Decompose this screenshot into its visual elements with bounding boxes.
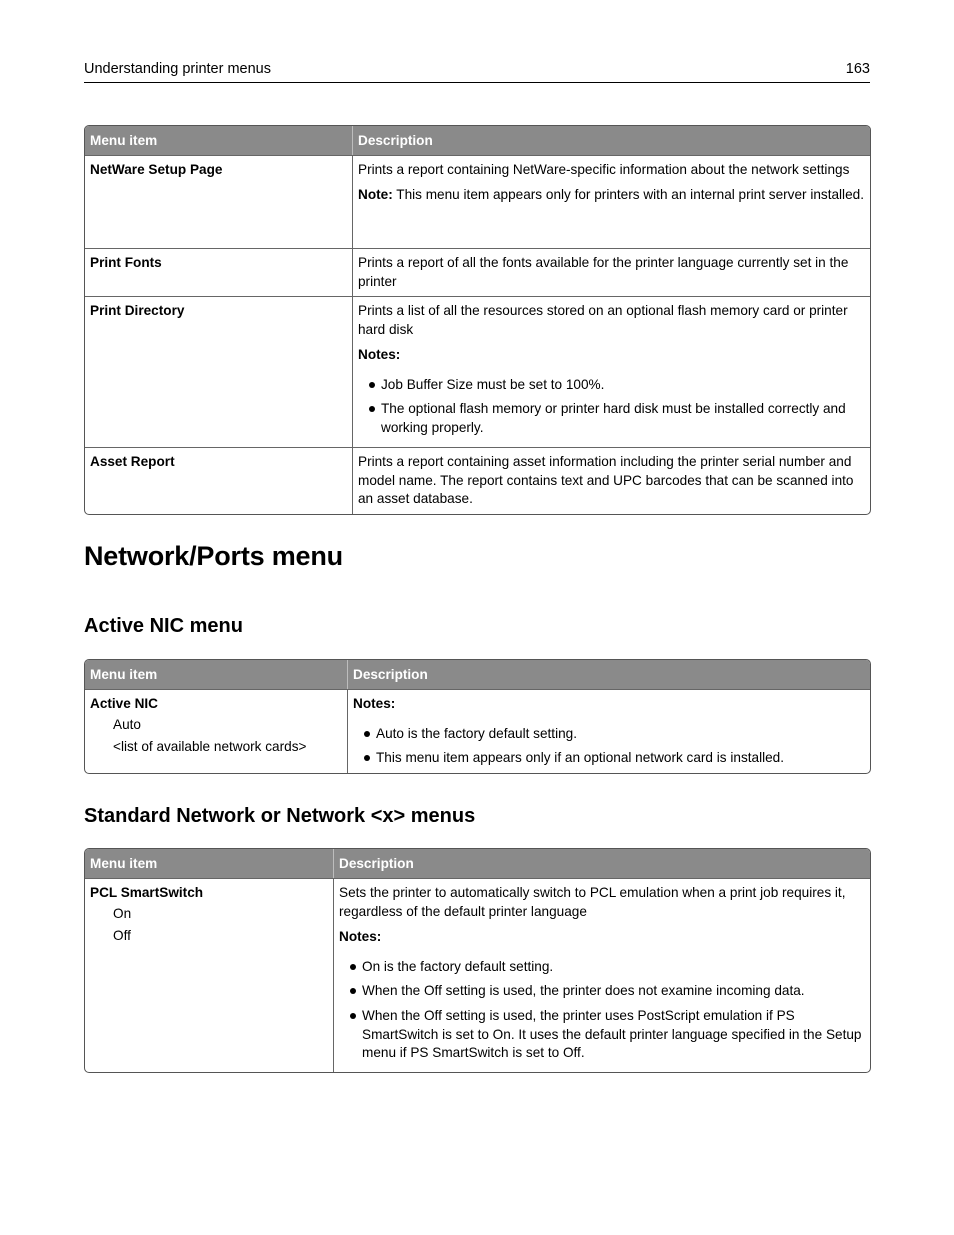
option-value: Auto bbox=[113, 716, 141, 732]
column-header-description: Description bbox=[339, 856, 414, 871]
note-text: This menu item appears only if an optional network card is installed. bbox=[376, 750, 785, 766]
note-text: On is the factory default setting. bbox=[362, 958, 554, 974]
notes-label: Notes: bbox=[339, 929, 382, 945]
list-item bbox=[339, 982, 865, 1001]
table-row bbox=[85, 155, 870, 248]
table-row bbox=[85, 447, 870, 514]
list-item bbox=[358, 400, 865, 437]
bullet-icon bbox=[350, 1013, 356, 1019]
notes-label: Notes: bbox=[353, 696, 396, 711]
note-text: When the Off setting is used, the printer does not examine incoming data. bbox=[362, 983, 805, 999]
menu-item-name: PCL SmartSwitch bbox=[90, 885, 204, 900]
notes-list bbox=[358, 376, 865, 438]
menu-item-name: Asset Report bbox=[85, 448, 353, 514]
notes-list bbox=[339, 958, 865, 1063]
table-header-row bbox=[85, 126, 870, 155]
column-header-menu-item: Menu item bbox=[85, 660, 348, 689]
subsection-title-active-nic: Active NIC menu bbox=[84, 615, 243, 637]
table-row bbox=[85, 296, 870, 447]
option-value: <list of available network cards> bbox=[113, 738, 307, 754]
menu-item-cell bbox=[85, 690, 348, 773]
menu-item-name: Active NIC bbox=[90, 696, 158, 711]
description-text: Sets the printer to automatically switch to PCL emulation when a print job requires it, regardless of the default printer language bbox=[339, 885, 846, 919]
description-text: Prints a list of all the resources stored on an optional flash memory card or printer hard disk bbox=[358, 303, 848, 337]
list-item bbox=[353, 749, 865, 768]
table-row bbox=[85, 248, 870, 296]
menu-item-description bbox=[334, 879, 870, 1072]
option-value: On bbox=[113, 905, 132, 921]
list-item bbox=[339, 1007, 865, 1063]
bullet-icon bbox=[364, 731, 370, 737]
column-header-description: Description bbox=[358, 133, 433, 148]
menu-table-standard-network bbox=[84, 848, 871, 1073]
note-text: This menu item appears only for printers with an internal print server installed. bbox=[392, 186, 864, 202]
page-header bbox=[84, 60, 870, 83]
subsection-title-standard-network: Standard Network or Network <x> menus bbox=[84, 805, 476, 827]
note-text: When the Off setting is used, the printer uses PostScript emulation if PS SmartSwitch is set to On. It uses the default printer language specified in the Setup menu if PS SmartSwitch is set to Off. bbox=[362, 1007, 862, 1061]
note-paragraph bbox=[358, 186, 865, 205]
menu-item-description bbox=[348, 690, 870, 773]
menu-item-name: Print Directory bbox=[85, 297, 353, 447]
table-row bbox=[85, 689, 870, 773]
note-text: The optional flash memory or printer hard disk must be installed correctly and working properly. bbox=[381, 401, 846, 435]
list-item bbox=[358, 376, 865, 395]
notes-list bbox=[353, 725, 865, 768]
menu-table-active-nic bbox=[84, 659, 871, 774]
menu-item-description bbox=[353, 297, 870, 447]
bullet-icon bbox=[350, 964, 356, 970]
list-item bbox=[339, 958, 865, 977]
page-number: 163 bbox=[845, 61, 870, 77]
section-title: Network/Ports menu bbox=[84, 541, 343, 571]
notes-label: Notes: bbox=[358, 347, 401, 363]
table-header-row bbox=[85, 849, 870, 878]
menu-table-general bbox=[84, 125, 871, 515]
column-header-menu-item: Menu item bbox=[85, 126, 353, 155]
menu-item-description: Prints a report of all the fonts available for the printer language currently set in the printer bbox=[358, 255, 849, 289]
menu-item-name: NetWare Setup Page bbox=[85, 156, 353, 248]
table-row bbox=[85, 878, 870, 1072]
list-item bbox=[353, 725, 865, 744]
description-text: Prints a report containing NetWare-specific information about the network settings bbox=[358, 162, 850, 177]
column-header-description: Description bbox=[353, 667, 428, 682]
note-text: Job Buffer Size must be set to 100%. bbox=[381, 376, 605, 392]
bullet-icon bbox=[369, 382, 375, 388]
bullet-icon bbox=[364, 755, 370, 761]
note-label: Note: bbox=[358, 186, 393, 202]
column-header-menu-item: Menu item bbox=[85, 849, 334, 878]
menu-item-name: Print Fonts bbox=[85, 249, 353, 296]
bullet-icon bbox=[350, 988, 356, 994]
running-header-title: Understanding printer menus bbox=[84, 61, 271, 77]
bullet-icon bbox=[369, 406, 375, 412]
option-value: Off bbox=[113, 927, 131, 943]
menu-item-cell bbox=[85, 879, 334, 1072]
menu-item-description: Prints a report containing asset information including the printer serial number and model name. The report contains text and UPC barcodes that can be scanned into an asset database. bbox=[358, 454, 854, 507]
note-text: Auto is the factory default setting. bbox=[376, 725, 577, 741]
table-header-row bbox=[85, 660, 870, 689]
menu-item-description bbox=[353, 156, 870, 248]
